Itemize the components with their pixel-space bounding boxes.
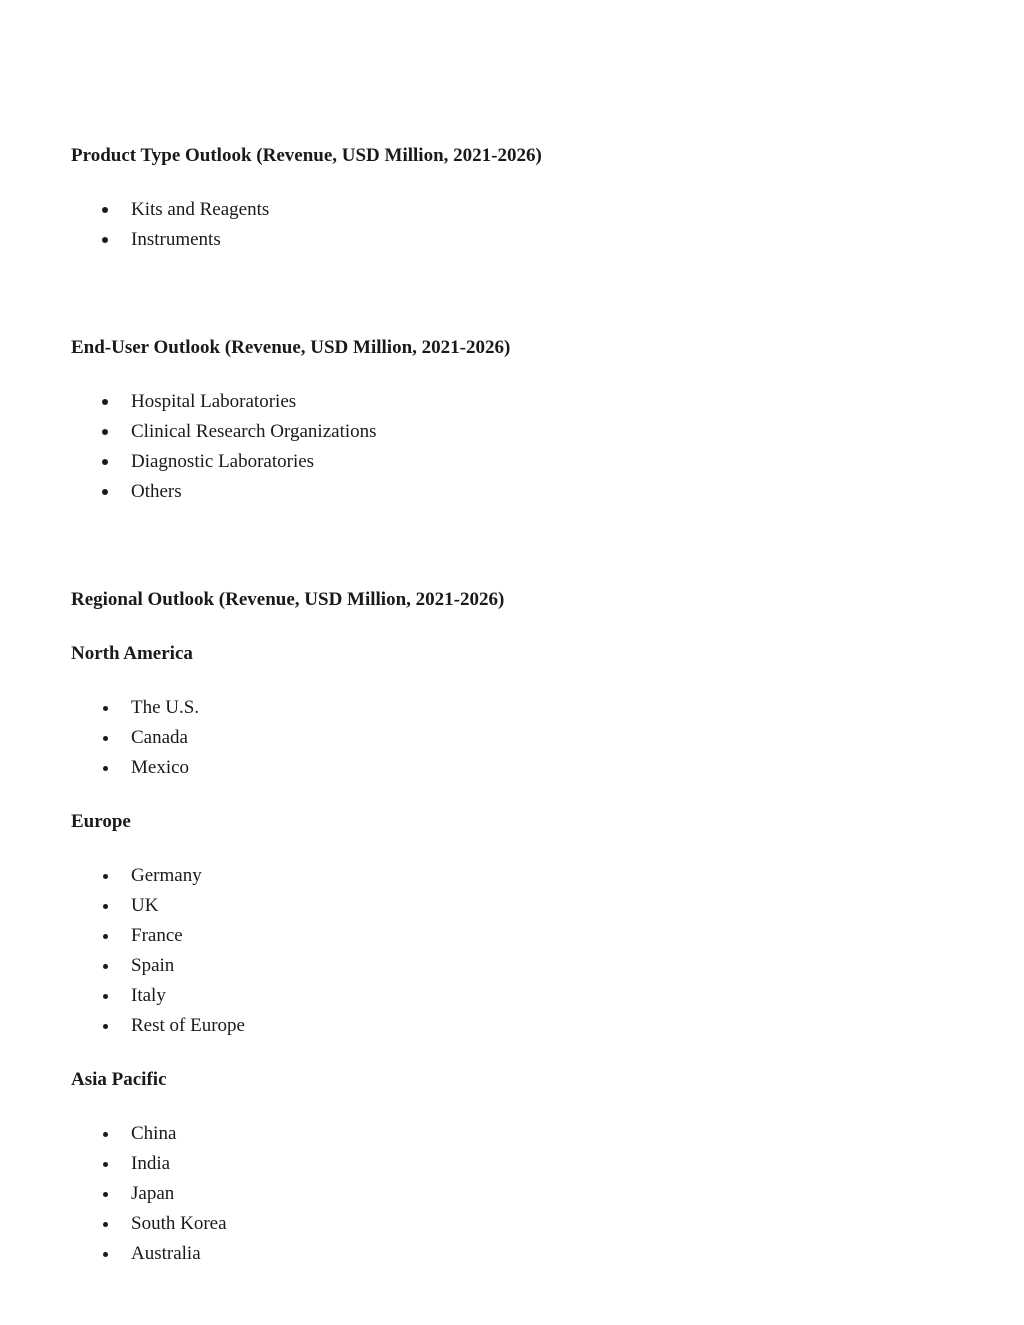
list-item: Australia	[0, 1242, 227, 1272]
north-america-list	[0, 696, 199, 786]
north-america-heading: North America	[71, 643, 193, 664]
list-item: Hospital Laboratories	[0, 390, 377, 420]
regional-heading: Regional Outlook (Revenue, USD Million, 2021-2026)	[71, 589, 505, 610]
list-item: Japan	[0, 1182, 227, 1212]
list-item: Instruments	[0, 228, 269, 258]
product-type-list	[0, 198, 269, 258]
list-item: Spain	[0, 954, 245, 984]
list-item: China	[0, 1122, 227, 1152]
list-item: Clinical Research Organizations	[0, 420, 377, 450]
list-item: Germany	[0, 864, 245, 894]
end-user-list	[0, 390, 377, 510]
europe-heading: Europe	[71, 811, 131, 832]
list-item: Rest of Europe	[0, 1014, 245, 1044]
product-type-heading: Product Type Outlook (Revenue, USD Million, 2021-2026)	[71, 145, 542, 166]
asia-pacific-list	[0, 1122, 227, 1272]
europe-list	[0, 864, 245, 1045]
list-item: South Korea	[0, 1212, 227, 1242]
list-item: Diagnostic Laboratories	[0, 450, 377, 480]
list-item: Italy	[0, 984, 245, 1014]
list-item: France	[0, 924, 245, 954]
list-item: UK	[0, 894, 245, 924]
list-item: The U.S.	[0, 696, 199, 726]
list-item: India	[0, 1152, 227, 1182]
list-item: Canada	[0, 726, 199, 756]
list-item: Mexico	[0, 756, 199, 786]
end-user-heading: End-User Outlook (Revenue, USD Million, 2021-2026)	[71, 337, 511, 358]
list-item: Kits and Reagents	[0, 198, 269, 228]
asia-pacific-heading: Asia Pacific	[71, 1069, 167, 1090]
list-item: Others	[0, 480, 377, 510]
